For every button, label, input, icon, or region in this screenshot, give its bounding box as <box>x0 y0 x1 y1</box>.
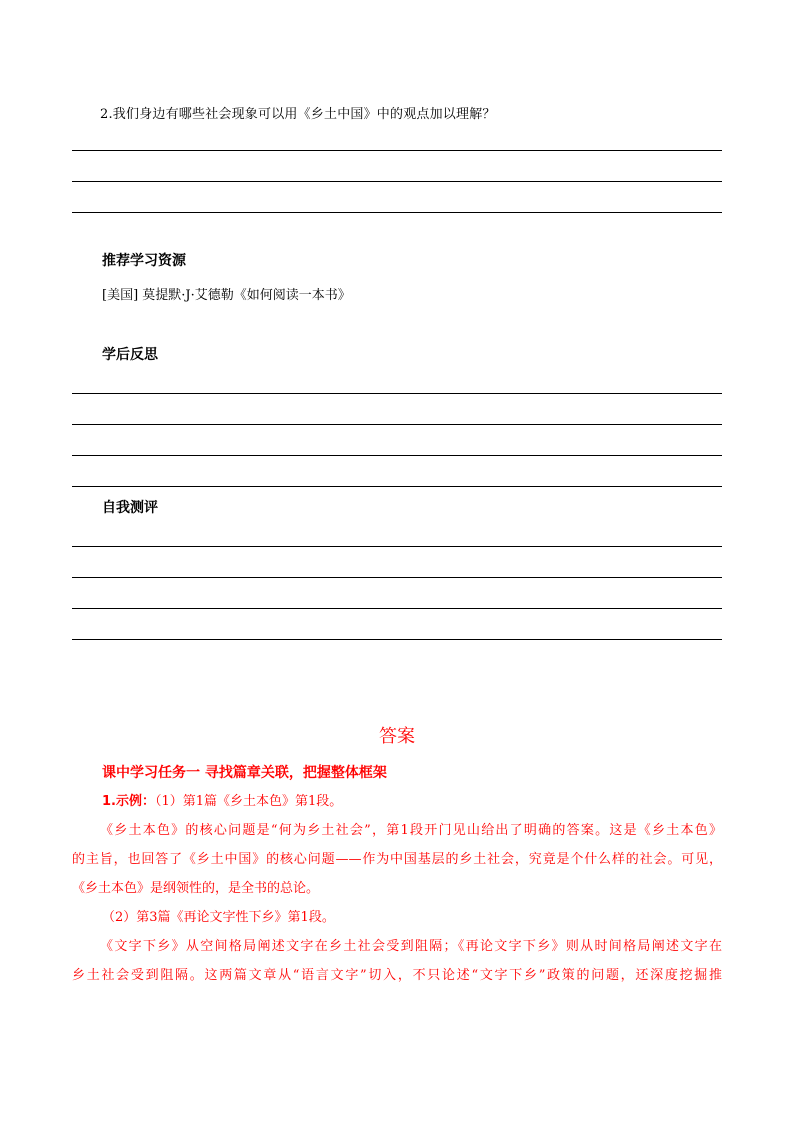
answer-paragraph-line: 《乡土本色》的核心问题是“何为乡土社会”，第1段开门见山给出了明确的答案。这是《乡土本色》 <box>100 823 722 838</box>
self-eval-line <box>72 577 722 578</box>
reflection-line <box>72 393 722 394</box>
answer-paragraph-line: 《乡土本色》是纲领性的，是全书的总论。 <box>72 881 320 896</box>
answer-item-1 <box>102 787 342 816</box>
self-eval-heading: 自我测评 <box>102 500 158 516</box>
self-eval-line <box>72 546 722 547</box>
resources-heading: 推荐学习资源 <box>102 253 186 269</box>
answer-line <box>72 212 722 213</box>
answer-item-2: （2）第3篇《再论文字性下乡》第1段。 <box>102 910 335 925</box>
task-heading: 课中学习任务一 寻找篇章关联，把握整体框架 <box>102 765 387 781</box>
answer-line <box>72 181 722 182</box>
self-eval-line <box>72 608 722 609</box>
reflection-line <box>72 424 722 425</box>
self-eval-line <box>72 639 722 640</box>
reflection-line <box>72 486 722 487</box>
answer-line <box>72 150 722 151</box>
item-prefix: 1.示例： <box>102 794 155 809</box>
resources-item: [美国] 莫提默·J·艾德勒《如何阅读一本书》 <box>102 288 351 303</box>
item-part-1: （1）第1篇《乡土本色》第1段。 <box>154 794 343 809</box>
answer-paragraph-line: 《文字下乡》从空间格局阐述文字在乡土社会受到阻隔；《再论文字下乡》则从时间格局阐述文字在 <box>100 939 722 954</box>
answer-paragraph-line: 的主旨，也回答了《乡土中国》的核心问题——作为中国基层的乡土社会，究竟是个什么样的社会。可见， <box>72 852 722 867</box>
answer-title: 答案 <box>379 726 415 747</box>
reflection-heading: 学后反思 <box>102 347 158 363</box>
question-2: 2.我们身边有哪些社会现象可以用《乡土中国》中的观点加以理解？ <box>100 107 496 122</box>
answer-paragraph-line: 乡土社会受到阻隔。这两篇文章从“语言文字”切入，不只论述“文字下乡”政策的问题，还深度挖掘推 <box>72 968 722 983</box>
reflection-line <box>72 455 722 456</box>
